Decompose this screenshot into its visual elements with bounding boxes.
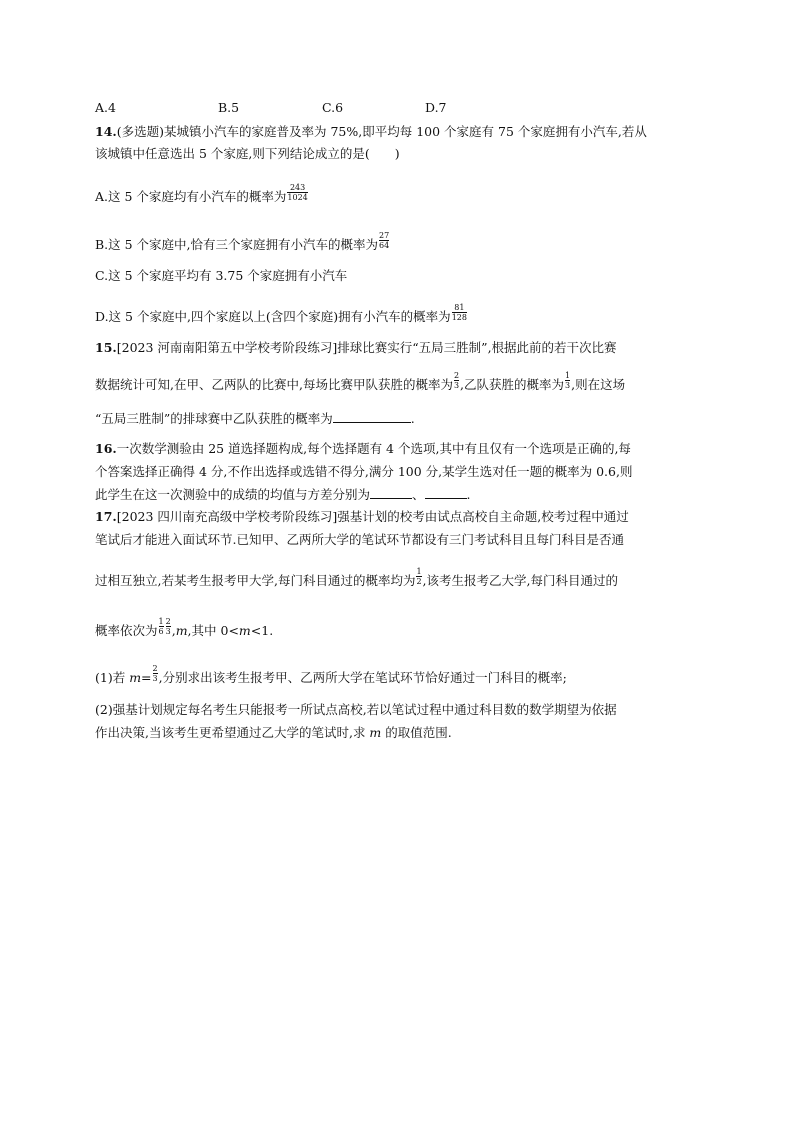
denominator: 3	[165, 627, 171, 636]
q17-part1	[95, 664, 567, 688]
text-run: =	[141, 670, 152, 685]
numerator: 1	[565, 371, 571, 380]
q15-line2	[95, 371, 626, 395]
text-run: 概率依次为	[95, 623, 158, 638]
text-run: .	[410, 411, 415, 426]
numerator: 2	[453, 371, 460, 380]
text-run: ,	[171, 623, 176, 638]
text-run: 数据统计可知,在甲、乙两队的比赛中,每场比赛甲队获胜的概率为	[95, 377, 453, 392]
text-run: ,乙队获胜的概率为	[460, 377, 565, 392]
variable-m: m	[369, 725, 382, 740]
text-run: ,其中 0<	[187, 623, 239, 638]
text-run: ,该考生报考乙大学,每门科目通过的	[422, 573, 618, 588]
q15-stem: [2023 河南南阳第五中学校考阶段练习]排球比赛实行“五局三胜制”,根据此前的若干次比赛	[116, 340, 617, 355]
fraction	[565, 371, 570, 390]
question-number: 15.	[95, 340, 117, 355]
variable-m: m	[175, 623, 188, 638]
text-run: 此学生在这一次测验中的成绩的均值与方差分别为	[95, 487, 371, 502]
q14-stem: (多选题)某城镇小汽车的家庭普及率为 75%,即平均每 100 个家庭有 75 个家庭拥有小汽车,若从	[116, 124, 647, 139]
fraction	[166, 617, 171, 636]
q14-option-c: C.这 5 个家庭平均有 3.75 个家庭拥有小汽车	[95, 268, 348, 283]
q14-line2: 该城镇中任意选出 5 个家庭,则下列结论成立的是( )	[95, 146, 400, 161]
denominator: 3	[565, 381, 571, 390]
q15-line1	[95, 340, 617, 356]
q16-line2: 个答案选择正确得 4 分,不作出选择或选错不得分,满分 100 分,某学生选对任一题的概率为 0.6,则	[95, 464, 633, 479]
q16-line1	[95, 441, 631, 457]
option-b: B.5	[218, 100, 240, 115]
denominator: 128	[451, 313, 467, 322]
answer-blank-variance[interactable]	[425, 486, 467, 499]
q14-option-a	[95, 183, 309, 207]
numerator: 2	[165, 617, 171, 626]
q15-line3	[95, 410, 415, 427]
question-number: 17.	[95, 509, 117, 524]
q14-option-b	[95, 231, 390, 255]
q17-part2-line1: (2)强基计划规定每名考生只能报考一所试点高校,若以笔试过程中通过科目数的数学期望为依据	[95, 702, 617, 717]
numerator: 1	[158, 617, 164, 626]
fraction	[454, 371, 459, 390]
denominator: 64	[379, 241, 390, 250]
fraction	[452, 303, 467, 322]
q17-line2: 笔试后才能进入面试环节.已知甲、乙两所大学的笔试环节都设有三门考试科目且每门科目是否通	[95, 532, 624, 547]
fraction	[153, 664, 158, 683]
text-run: 的取值范围.	[381, 725, 452, 740]
q16-line3	[95, 486, 471, 503]
text-run: (1)若	[95, 670, 130, 685]
denominator: 3	[152, 674, 158, 683]
fraction	[416, 567, 421, 586]
q14-option-d	[95, 303, 468, 327]
text-run: ,则在这场	[571, 377, 626, 392]
option-text: D.这 5 个家庭中,四个家庭以上(含四个家庭)拥有小汽车的概率为	[95, 309, 451, 324]
numerator: 243	[289, 183, 306, 192]
question-number: 14.	[95, 124, 117, 139]
option-d: D.7	[425, 100, 447, 115]
text-run: 过相互独立,若某考生报考甲大学,每门科目通过的概率均为	[95, 573, 416, 588]
option-text: A.这 5 个家庭均有小汽车的概率为	[95, 189, 287, 204]
q17-part2-line2	[95, 725, 452, 741]
text-run: ,分别求出该考生报考甲、乙两所大学在笔试环节恰好通过一门科目的概率;	[158, 670, 567, 685]
fraction	[287, 183, 307, 202]
option-a: A.4	[95, 100, 116, 115]
numerator: 81	[454, 303, 465, 312]
numerator: 27	[379, 231, 390, 240]
numerator: 2	[152, 664, 158, 673]
answer-blank-mean[interactable]	[370, 486, 412, 499]
q17-line1	[95, 509, 629, 525]
denominator: 3	[453, 381, 460, 390]
variable-m: m	[238, 623, 251, 638]
question-number: 16.	[95, 441, 117, 456]
denominator: 6	[158, 627, 164, 636]
text-run: <1.	[250, 623, 274, 638]
denominator: 2	[416, 577, 422, 586]
text-run: 作出决策,当该考生更希望通过乙大学的笔试时,求	[95, 725, 370, 740]
text-run: .	[466, 487, 471, 502]
answer-blank[interactable]	[333, 410, 411, 423]
q14-line1	[95, 124, 647, 140]
variable-m: m	[129, 670, 142, 685]
numerator: 1	[416, 567, 422, 576]
option-text: B.这 5 个家庭中,恰有三个家庭拥有小汽车的概率为	[95, 237, 379, 252]
q17-line3	[95, 567, 618, 591]
q17-line4	[95, 617, 274, 641]
q16-stem: 一次数学测验由 25 道选择题构成,每个选择题有 4 个选项,其中有且仅有一个选项是正确的,每	[116, 441, 631, 456]
option-c: C.6	[322, 100, 344, 115]
fraction	[379, 231, 389, 250]
q17-stem: [2023 四川南充高级中学校考阶段练习]强基计划的校考由试点高校自主命题,校考过程中通过	[116, 509, 629, 524]
denominator: 1024	[287, 193, 308, 202]
text-run: “五局三胜制”的排球赛中乙队获胜的概率为	[95, 411, 333, 426]
fraction	[159, 617, 164, 636]
text-run: 、	[412, 487, 425, 502]
